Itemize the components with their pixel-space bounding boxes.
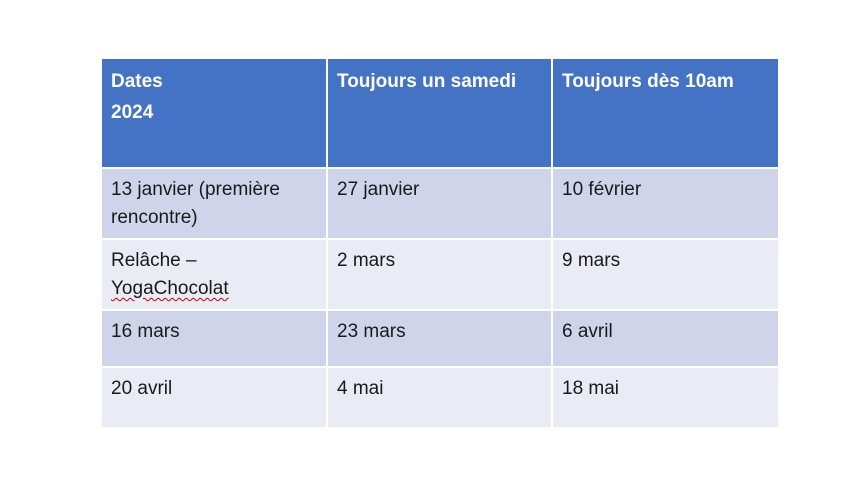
table-row	[101, 239, 779, 310]
cell-text: 6 avril	[562, 321, 613, 342]
cell-r2c3	[552, 239, 779, 310]
cell-r2c1	[101, 239, 327, 310]
header-cell-10am	[552, 58, 779, 168]
cell-text: 2 mars	[337, 250, 396, 271]
cell-text: 27 janvier	[337, 179, 420, 200]
header-10am-label: Toujours dès 10am	[562, 71, 734, 92]
cell-text: 18 mai	[562, 378, 620, 399]
cell-r4c3	[552, 367, 779, 428]
cell-r3c1	[101, 310, 327, 367]
cell-text: Relâche –	[111, 250, 197, 271]
header-cell-dates	[101, 58, 327, 168]
header-dates-line2: 2024	[111, 102, 154, 123]
table-row	[101, 310, 779, 367]
cell-text: 20 avril	[111, 378, 173, 399]
cell-text: 10 février	[562, 179, 642, 200]
cell-r3c2	[327, 310, 552, 367]
table-row	[101, 168, 779, 239]
cell-r4c2	[327, 367, 552, 428]
schedule-table	[100, 57, 780, 429]
header-cell-samedi	[327, 58, 552, 168]
cell-text: 4 mai	[337, 378, 384, 399]
cell-r4c1	[101, 367, 327, 428]
header-samedi-label: Toujours un samedi	[337, 71, 517, 92]
cell-r3c3	[552, 310, 779, 367]
cell-text: 16 mars	[111, 321, 180, 342]
cell-r1c1	[101, 168, 327, 239]
table-header-row	[101, 58, 779, 168]
cell-text: 9 mars	[562, 250, 621, 271]
misspelled-word: YogaChocolat	[111, 278, 229, 299]
cell-r2c2	[327, 239, 552, 310]
cell-text: 13 janvier (première rencontre)	[111, 179, 280, 228]
cell-r1c3	[552, 168, 779, 239]
cell-text: 23 mars	[337, 321, 406, 342]
header-dates-line1: Dates	[111, 71, 163, 92]
cell-r1c2	[327, 168, 552, 239]
table-row	[101, 367, 779, 428]
